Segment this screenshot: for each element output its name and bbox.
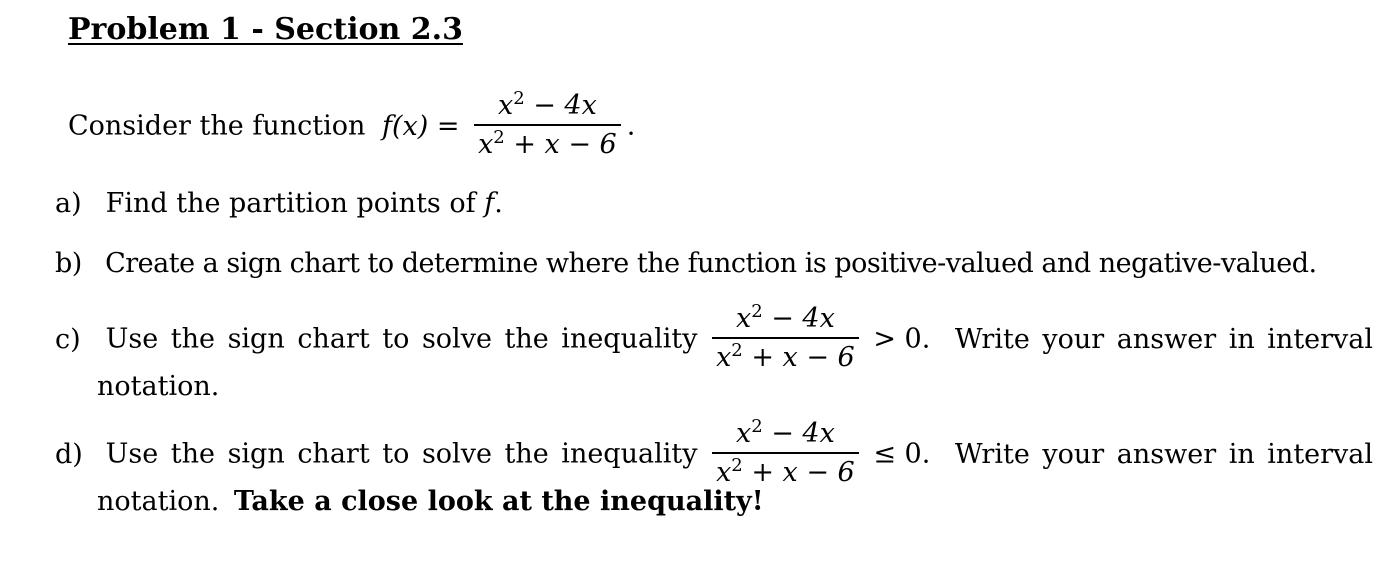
part-d-text: Use the sign chart to solve the inequality	[105, 438, 698, 470]
part-b-text: Create a sign chart to determine where the function is positive-valued and negative-valued.	[105, 248, 1317, 279]
part-d-line2	[97, 488, 764, 515]
function-lhs: f(x) =	[381, 110, 460, 142]
part-c-line2: notation.	[97, 371, 220, 402]
part-c-numerator: $x^2 - 4x$	[712, 303, 859, 339]
part-c-label: c)	[55, 323, 81, 355]
part-d-denominator: $x^2 + x - 6$	[716, 455, 855, 489]
fraction-denominator: $x^2 + x - 6$	[478, 127, 617, 161]
part-a-label: a)	[55, 188, 82, 219]
intro-line	[68, 88, 636, 162]
part-d-fraction	[712, 418, 859, 488]
page-title: Problem 1 - Section 2.3	[68, 12, 463, 47]
part-c-tail: Write your answer in interval	[954, 323, 1374, 355]
part-c-text: Use the sign chart to solve the inequality	[105, 323, 698, 355]
part-b-label: b)	[55, 248, 82, 279]
part-d-line2-plain: notation.	[97, 486, 220, 517]
function-fraction	[474, 90, 621, 160]
part-d-numerator: $x^2 - 4x$	[712, 418, 859, 454]
fraction-numerator: $x^2 - 4x$	[474, 90, 621, 126]
part-a	[55, 190, 503, 217]
intro-text: Consider the function	[68, 110, 366, 142]
part-a-period: .	[494, 188, 503, 219]
part-d-tail: Write your answer in interval	[954, 438, 1374, 470]
part-d-emphasis: Take a close look at the inequality!	[233, 486, 764, 517]
part-c	[55, 301, 1374, 375]
part-c-denominator: $x^2 + x - 6$	[716, 340, 855, 374]
part-c-relation: > 0.	[873, 323, 931, 355]
intro-period: .	[626, 110, 636, 142]
part-d-relation: ≤ 0.	[873, 438, 931, 470]
part-a-var: f	[484, 188, 495, 219]
part-c-fraction	[712, 303, 859, 373]
part-a-text: Find the partition points of	[105, 188, 476, 219]
part-d-label: d)	[55, 438, 83, 470]
part-b	[55, 250, 1317, 277]
part-d	[55, 416, 1374, 490]
